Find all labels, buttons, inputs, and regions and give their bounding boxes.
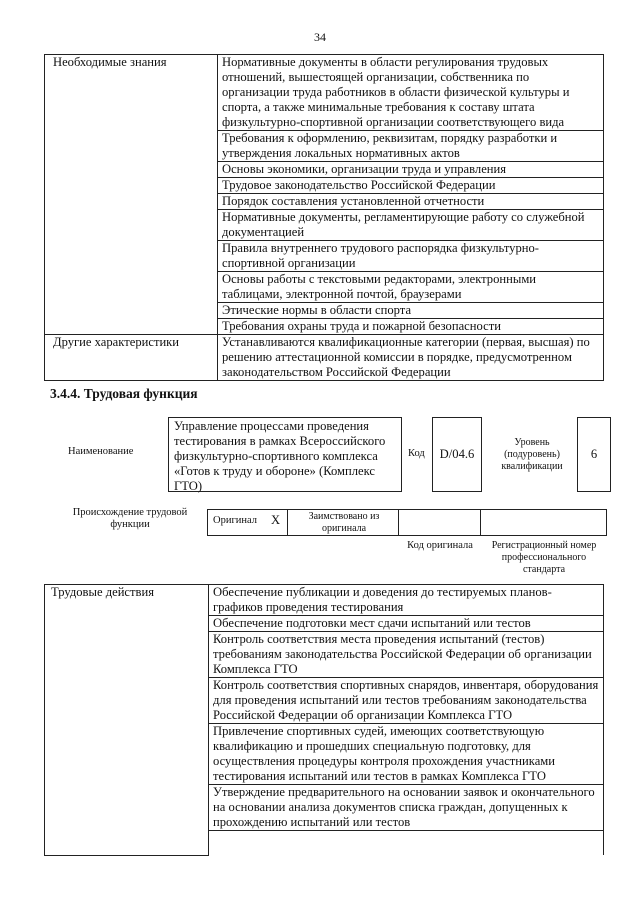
list-item: Нормативные документы в области регулирования трудовых отношений, вышестоящей организации, собственника по организации труда работников в области физической культуры и спорта, а также минимальные требования к составу штата физкультурно-спортивной организации соответствующего вида — [218, 55, 604, 131]
table-row — [45, 55, 604, 131]
list-item: Контроль соответствия спортивных снарядов, инвентаря, оборудования для проведения испытаний или тестов требованиям законодательства Российской Федерации об организации Комплекса ГТО — [209, 678, 604, 724]
list-item: Основы экономики, организации труда и управления — [218, 162, 604, 178]
section-heading: 3.4.4. Трудовая функция — [50, 386, 198, 401]
code-original-label: Код оригинала — [407, 540, 473, 551]
table-row — [45, 585, 604, 616]
list-item: Обеспечение подготовки мест сдачи испытаний или тестов — [209, 616, 604, 632]
original-label: Оригинал — [213, 515, 257, 526]
list-item: Порядок составления установленной отчетности — [218, 194, 604, 210]
borrowed-label: Заимствовано из оригинала — [308, 511, 380, 534]
function-name-box — [168, 417, 402, 492]
list-item: Нормативные документы, регламентирующие работу со служебной документацией — [218, 210, 604, 241]
list-item: Обеспечение публикации и доведения до тестируемых планов-графиков проведения тестирования — [209, 585, 604, 616]
origin-divider — [287, 509, 288, 536]
list-item: Трудовое законодательство Российской Федерации — [218, 178, 604, 194]
list-item: Утверждение предварительного на основании заявок и окончательного на основании анализа документов списка граждан, допущенных к прохождению испытаний или тестов — [209, 785, 604, 831]
actions-label: Трудовые действия — [45, 585, 209, 856]
other-characteristics-label: Другие характеристики — [45, 335, 218, 381]
code-box — [432, 417, 482, 492]
level-box — [577, 417, 611, 492]
level-value: 6 — [590, 447, 598, 461]
list-item: Требования к оформлению, реквизитам, порядку разработки и утверждения локальных нормативных актов — [218, 131, 604, 162]
list-item: Требования охраны труда и пожарной безопасности — [218, 319, 604, 335]
table-row — [45, 335, 604, 381]
knowledge-table — [44, 54, 604, 381]
list-item: Устанавливаются квалификационные категории (первая, высшая) по решению аттестационной комиссии в порядке, предусмотренном законодательством Российской Федерации — [218, 335, 604, 381]
list-item: Контроль соответствия места проведения испытаний (тестов) требованиям законодательства Российской Федерации об организации Комплекса ГТО — [209, 632, 604, 678]
code-label: Код — [408, 448, 425, 459]
function-name: Управление процессами проведения тестирования в рамках Всероссийского физкультурно-спортивного комплекса «Готов к труду и обороне» (Комплекс ГТО) — [174, 419, 386, 493]
list-item: Привлечение спортивных судей, имеющих соответствующую квалификацию и прошедших специальную подготовку, для осуществления процедуры контроля прохождения участниками тестирования испытаний или тестов в рамках Комплекса ГТО — [209, 724, 604, 785]
origin-box — [207, 509, 607, 536]
origin-divider — [480, 509, 481, 536]
page-number: 34 — [314, 30, 326, 44]
list-item: Правила внутреннего трудового распорядка физкультурно-спортивной организации — [218, 241, 604, 272]
level-label: Уровень (подуровень) квалификации — [501, 437, 563, 472]
empty-cell — [209, 831, 604, 856]
code-value: D/04.6 — [439, 447, 475, 461]
actions-table — [44, 584, 604, 856]
original-mark: X — [271, 513, 281, 527]
origin-divider — [398, 509, 399, 536]
reg-number-label: Регистрационный номер профессионального стандарта — [491, 540, 597, 575]
list-item: Этические нормы в области спорта — [218, 303, 604, 319]
name-label: Наименование — [68, 446, 134, 457]
knowledge-label: Необходимые знания — [45, 55, 218, 335]
origin-label: Происхождение трудовой функции — [72, 507, 188, 530]
list-item: Основы работы с текстовыми редакторами, электронными таблицами, электронной почтой, браузерами — [218, 272, 604, 303]
